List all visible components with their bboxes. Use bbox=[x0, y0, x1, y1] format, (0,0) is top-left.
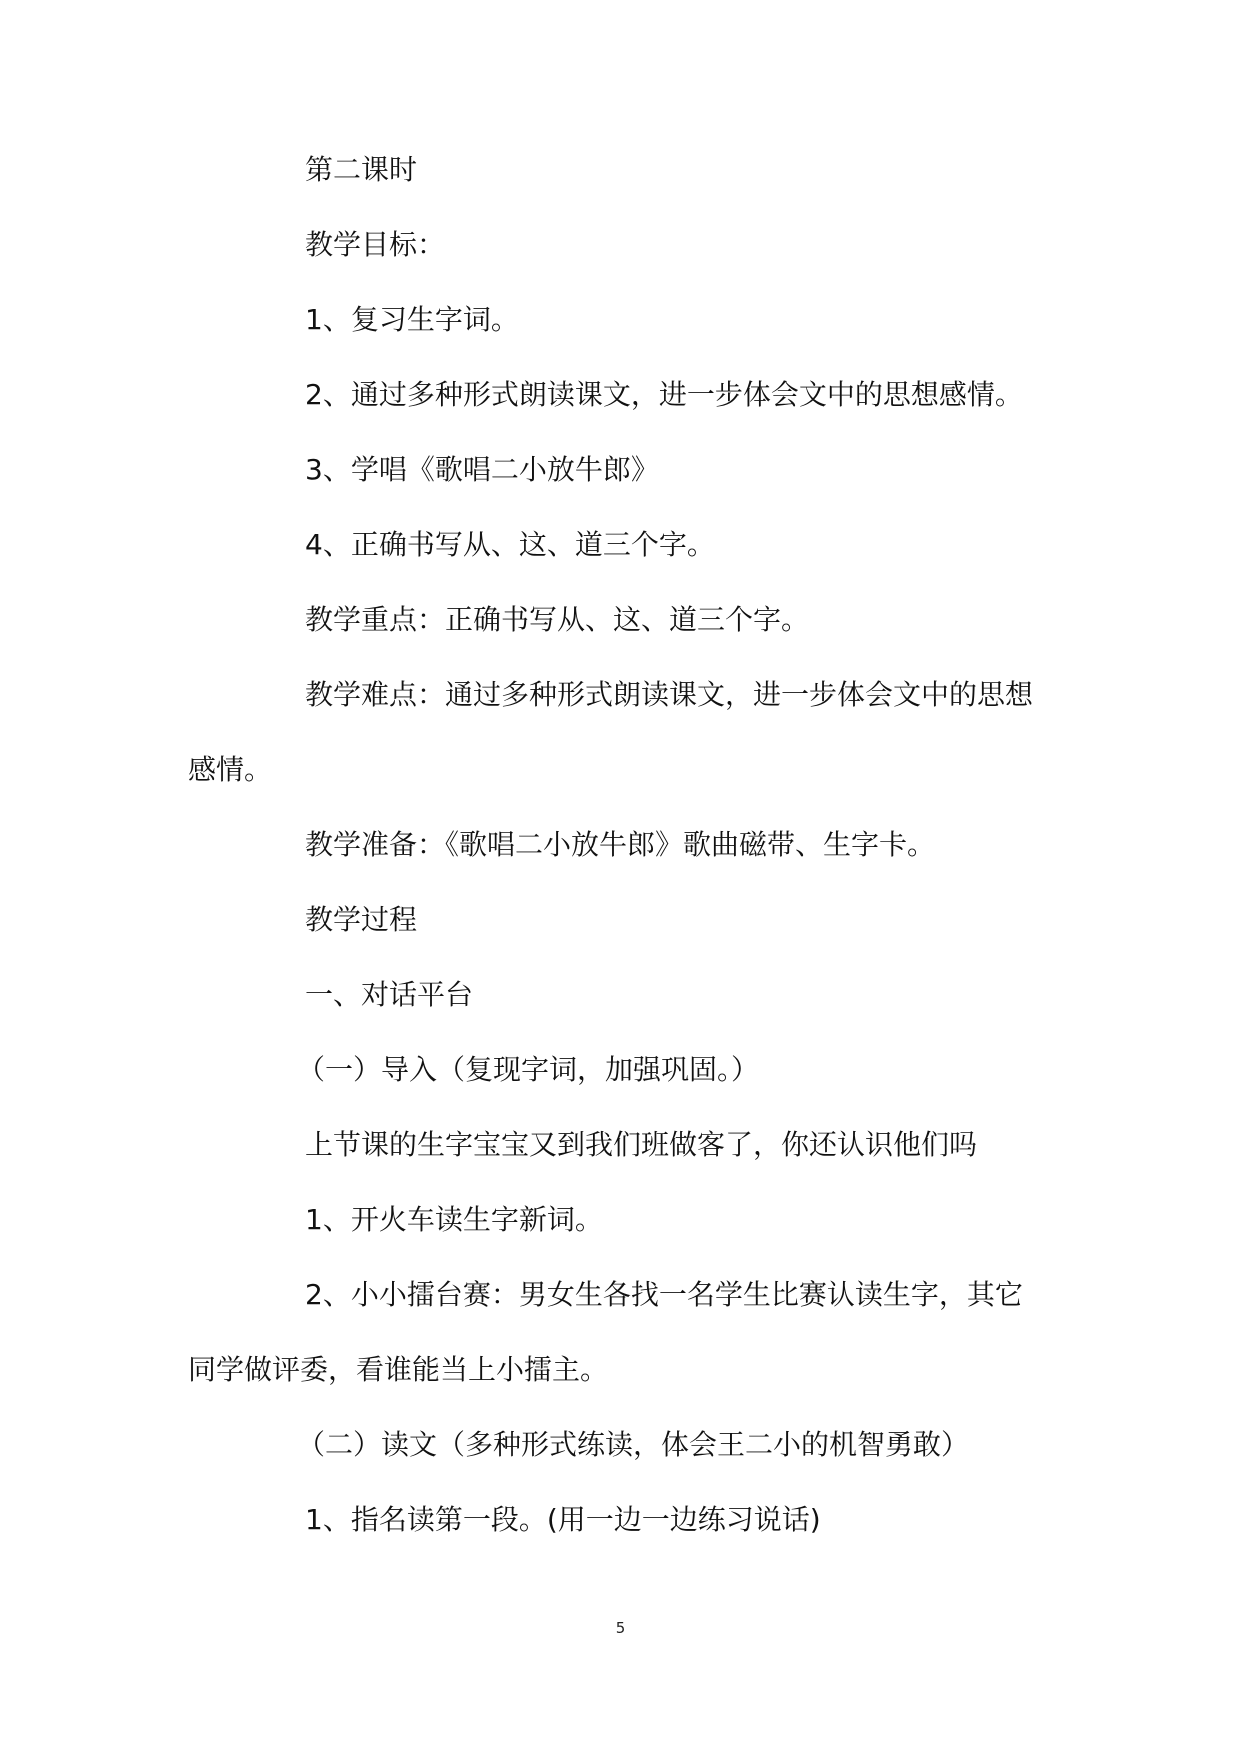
teaching-goals-heading: 教学目标： bbox=[305, 228, 446, 261]
subsection-heading-2: （二）读文（多种形式练读，体会王二小的机智勇敢） bbox=[297, 1428, 970, 1461]
goal-item-3: 3、学唱《歌唱二小放牛郎》 bbox=[305, 453, 659, 486]
activity-item-2-line-1: 2、小小擂台赛：男女生各找一名学生比赛认读生字，其它 bbox=[305, 1278, 1023, 1311]
page-number: 5 bbox=[615, 1619, 626, 1637]
goal-item-1: 1、复习生字词。 bbox=[305, 303, 519, 336]
teaching-preparation: 教学准备：《歌唱二小放牛郎》歌曲磁带、生字卡。 bbox=[305, 828, 936, 861]
teaching-difficulty-line-1: 教学难点：通过多种形式朗读课文，进一步体会文中的思想 bbox=[305, 678, 1034, 711]
goal-item-4: 4、正确书写从、这、道三个字。 bbox=[305, 528, 715, 561]
teaching-process-heading: 教学过程 bbox=[305, 903, 418, 936]
teaching-focus: 教学重点：正确书写从、这、道三个字。 bbox=[305, 603, 810, 636]
subsection-heading-1: （一）导入（复现字词，加强巩固。） bbox=[297, 1053, 760, 1086]
lesson-title: 第二课时 bbox=[305, 153, 418, 186]
reading-item-1: 1、指名读第一段。(用一边一边练习说话) bbox=[305, 1503, 821, 1536]
intro-paragraph: 上节课的生字宝宝又到我们班做客了，你还认识他们吗 bbox=[305, 1128, 978, 1161]
goal-item-2: 2、通过多种形式朗读课文，进一步体会文中的思想感情。 bbox=[305, 378, 1023, 411]
section-heading-1: 一、对话平台 bbox=[305, 978, 474, 1011]
activity-item-1: 1、开火车读生字新词。 bbox=[305, 1203, 603, 1236]
activity-item-2-line-2: 同学做评委，看谁能当上小擂主。 bbox=[188, 1353, 609, 1386]
teaching-difficulty-line-2: 感情。 bbox=[188, 753, 273, 786]
